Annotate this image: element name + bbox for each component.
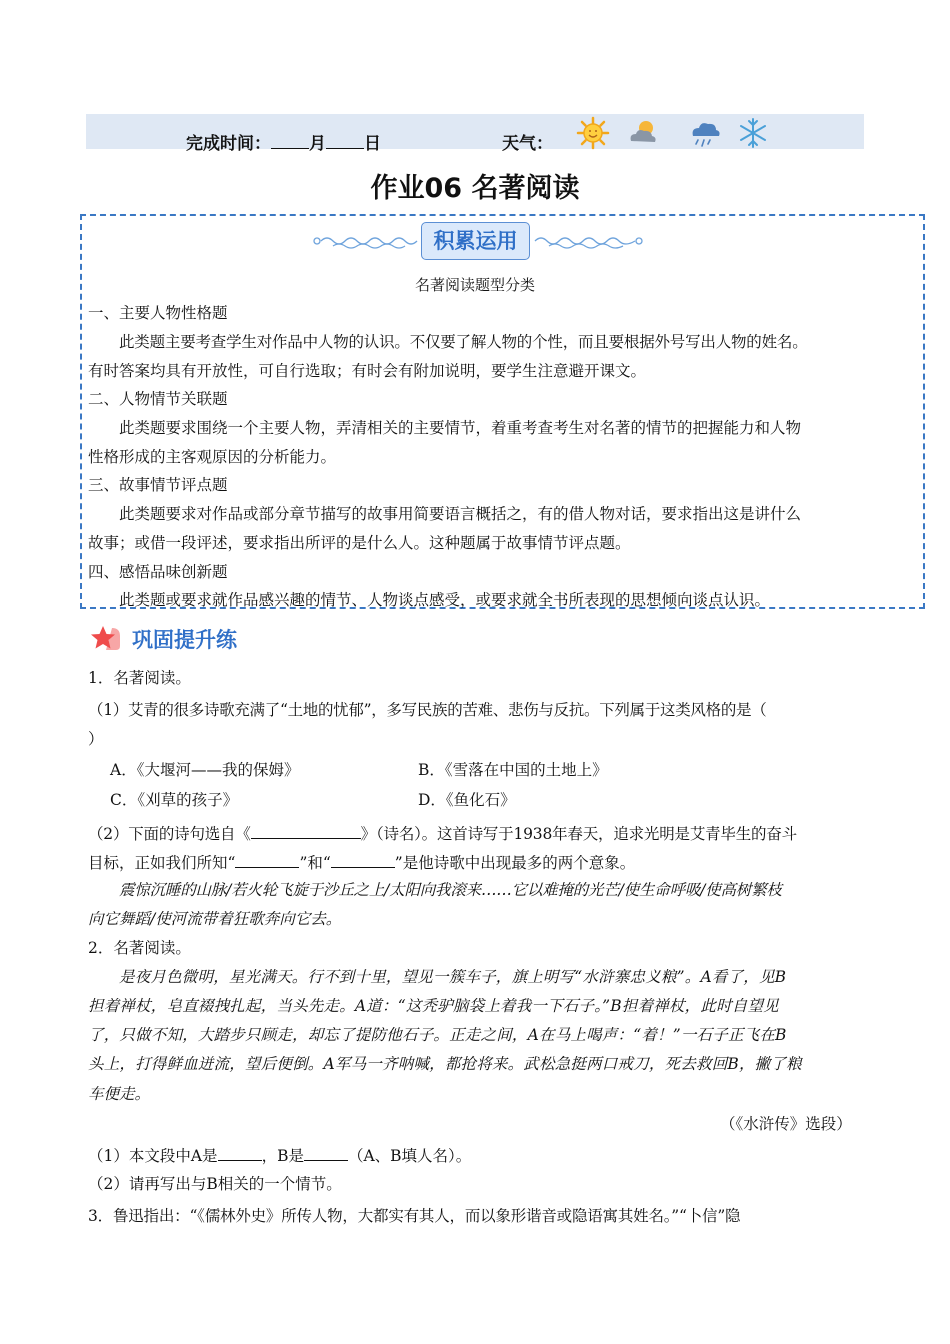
name-b-blank[interactable]	[304, 1144, 348, 1161]
snowflake-icon[interactable]	[736, 116, 770, 150]
passage-line: 车便走。	[88, 1085, 151, 1103]
type-heading-2: 二、人物情节关联题	[88, 390, 228, 408]
month-label: 月	[309, 134, 326, 154]
passage-line: 担着禅杖，皂直裰拽扎起，当头先走。A道：“这秃驴脑袋上着我一下石子。”B担着禅杖，此时自望见	[88, 997, 779, 1015]
type-text: 此类题要求对作品或部分章节描写的故事用简要语言概括之，有的借人物对话，要求指出这是讲什么	[119, 505, 802, 523]
type-text: 性格形成的主客观原因的分析能力。	[88, 448, 337, 466]
question-2-stem: 2．名著阅读。	[88, 939, 191, 957]
q2-s1-text: （1）本文段中A是	[88, 1147, 218, 1165]
type-text: 故事；或借一段评述，要求指出所评的是什么人。这种题属于故事情节评点题。	[88, 534, 631, 552]
star-icon	[90, 624, 124, 652]
type-heading-1: 一、主要人物性格题	[88, 304, 228, 322]
image-blank-2[interactable]	[331, 851, 395, 868]
poem-line-2: 向它舞蹈/使河流带着狂歌奔向它去。	[88, 910, 342, 928]
question-2-part-1	[88, 1144, 471, 1166]
section-title: 巩固提升练	[132, 628, 237, 652]
question-2-part-2: （2）请再写出与B相关的一个情节。	[88, 1175, 342, 1193]
question-1-part-1-close: ）	[88, 730, 104, 748]
image-blank-1[interactable]	[235, 851, 299, 868]
passage-source: （《水浒传》选段）	[720, 1115, 852, 1133]
month-blank[interactable]	[271, 133, 309, 149]
q1-p2-text: （2）下面的诗句选自《	[88, 825, 251, 843]
weather-label: 天气：	[502, 134, 553, 154]
q1-p2-text: 》（诗名）。这首诗写于1938年春天，追求光明是艾青毕生的奋斗	[360, 825, 797, 843]
poem-name-blank[interactable]	[251, 822, 361, 839]
question-1-part-1: （1）艾青的很多诗歌充满了“土地的忧郁”，多写民族的苦难、悲伤与反抗。下列属于这类风格的是（	[88, 701, 767, 719]
section-subtitle: 名著阅读题型分类	[414, 276, 535, 294]
option-a[interactable]: A．《大堰河——我的保姆》	[110, 761, 300, 779]
type-text: 此类题或要求就作品感兴趣的情节、人物谈点感受，或要求就全书所表现的思想倾向谈点认识。	[119, 591, 771, 609]
question-1-part-2	[88, 822, 797, 844]
section-badge: 积累运用	[421, 222, 530, 260]
name-a-blank[interactable]	[218, 1144, 262, 1161]
rain-cloud-icon[interactable]	[688, 116, 722, 150]
type-text: 此类题要求围绕一个主要人物，弄清相关的主要情节，着重考查考生对名著的情节的把握能力和人物	[119, 419, 802, 437]
passage-line: 头上，打得鲜血迸流，望后便倒。A军马一齐呐喊，都抢将来。武松急挺两口戒刀，死去救回B，撇了粮	[88, 1055, 802, 1073]
day-blank[interactable]	[326, 133, 364, 149]
option-d[interactable]: D．《鱼化石》	[418, 791, 516, 809]
q1-p2-text: ”和“	[299, 854, 331, 872]
type-heading-3: 三、故事情节评点题	[88, 476, 228, 494]
partly-cloudy-icon[interactable]	[626, 116, 660, 150]
type-text: 此类题主要考查学生对作品中人物的认识。不仅要了解人物的个性，而且要根据外号写出人物的姓名。	[119, 333, 808, 351]
passage-line: 了，只做不知，大踏步只顾走，却忘了提防他石子。正走之间，A在马上喝声：“着！”一石子正飞在B	[88, 1026, 787, 1044]
completion-time	[186, 129, 381, 154]
poem-line-1: 震惊沉睡的山脉/若火轮飞旋于沙丘之上/太阳向我滚来……它以难掩的光芒/使生命呼吸/使高树繁枝	[119, 881, 782, 899]
question-1-stem: 1．名著阅读。	[88, 669, 191, 687]
q1-p2-text: 目标，正如我们所知“	[88, 854, 236, 872]
time-label: 完成时间：	[186, 134, 271, 154]
question-1-part-2-cont	[88, 851, 635, 873]
sun-icon[interactable]	[576, 116, 610, 150]
day-label: 日	[364, 134, 381, 154]
page-title: 作业06 名著阅读	[370, 173, 580, 204]
type-heading-4: 四、感悟品味创新题	[88, 563, 228, 581]
option-b[interactable]: B．《雪落在中国的土地上》	[418, 761, 608, 779]
q2-s1-text: （A、B填人名）。	[347, 1147, 472, 1165]
type-text: 有时答案均具有开放性，可自行选取；有时会有附加说明，要学生注意避开课文。	[88, 362, 647, 380]
question-3-stem: 3．鲁迅指出：“《儒林外史》所传人物，大都实有其人，而以象形谐音或隐语寓其姓名。”“卜信”隐	[88, 1207, 741, 1225]
passage-line: 是夜月色微明，星光满天。行不到十里，望见一簇车子，旗上明写“水浒寨忠义粮”。A看了，见B	[119, 968, 787, 986]
q1-p2-text: ”是他诗歌中出现最多的两个意象。	[394, 854, 636, 872]
q2-s1-text: ，B是	[261, 1147, 304, 1165]
option-c[interactable]: C．《刈草的孩子》	[110, 791, 239, 809]
